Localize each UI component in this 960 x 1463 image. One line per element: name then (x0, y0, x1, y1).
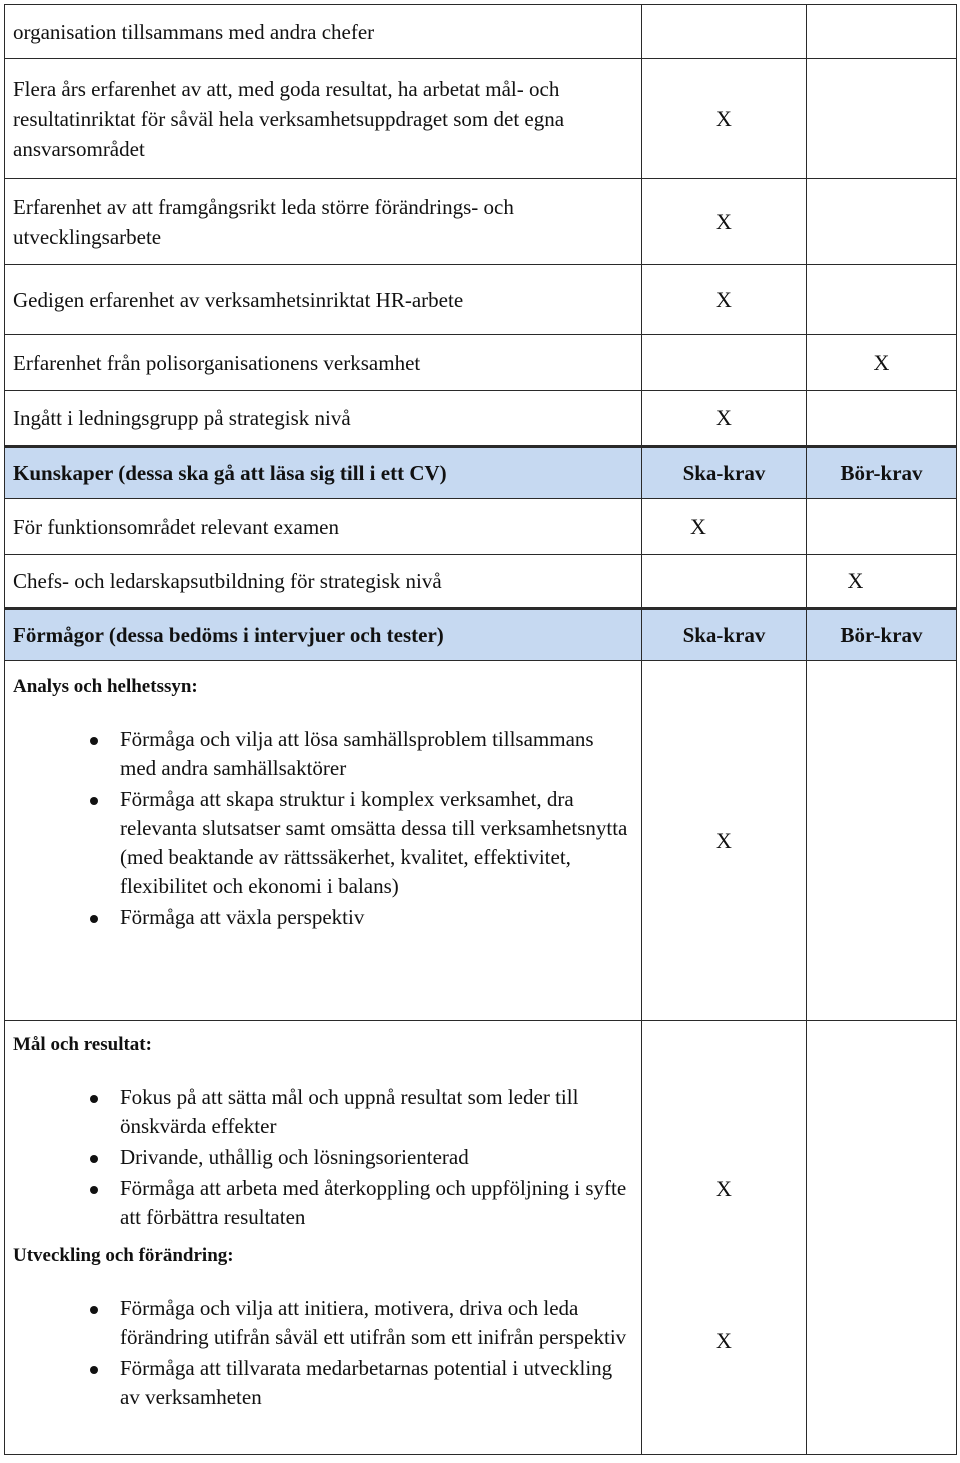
bor-cell (807, 265, 957, 335)
list-item: Fokus på att sätta mål och uppnå resultat som leder till önskvärda effekter (120, 1083, 631, 1141)
bor-cell (807, 661, 957, 1021)
ska-mark: X (716, 1328, 732, 1353)
ska-cell: X (642, 59, 807, 179)
section-header-kunskaper (5, 447, 957, 499)
bor-krav-header: Bör-krav (807, 447, 957, 499)
table-row (5, 391, 957, 447)
table-row (5, 179, 957, 265)
section-heading: Mål och resultat: (13, 1034, 152, 1055)
list-item: Förmåga att arbeta med återkoppling och uppföljning i syfte att förbättra resultaten (120, 1174, 631, 1232)
bor-krav-header: Bör-krav (807, 609, 957, 661)
bullet-list (13, 1083, 631, 1232)
table-row (5, 335, 957, 391)
list-item: Förmåga att växla perspektiv (120, 903, 631, 932)
bor-cell (807, 499, 957, 555)
section-title: Kunskaper (dessa ska gå att läsa sig till i ett CV) (5, 447, 642, 499)
ska-krav-header: Ska-krav (642, 447, 807, 499)
bor-cell (807, 5, 957, 59)
table-row (5, 59, 957, 179)
ska-cell: X (642, 499, 807, 555)
table-row (5, 5, 957, 59)
ska-cell (642, 1021, 807, 1455)
requirement-text: Ingått i ledningsgrupp på strategisk nivå (5, 391, 642, 447)
ska-cell (642, 335, 807, 391)
table-row (5, 265, 957, 335)
bor-cell: X (807, 335, 957, 391)
bor-cell (807, 1021, 957, 1455)
table-row (5, 1021, 957, 1455)
table-row (5, 555, 957, 609)
requirement-text: Erfarenhet av att framgångsrikt leda större förändrings- och utvecklingsarbete (5, 179, 642, 265)
requirement-text: Erfarenhet från polisorganisationens verksamhet (5, 335, 642, 391)
ska-cell (642, 555, 807, 609)
bor-cell (807, 391, 957, 447)
list-item: Förmåga och vilja att lösa samhällsproblem tillsammans med andra samhällsaktörer (120, 725, 631, 783)
bullet-list (13, 725, 631, 932)
ska-krav-header: Ska-krav (642, 609, 807, 661)
bor-cell (807, 59, 957, 179)
section-heading: Utveckling och förändring: (13, 1245, 234, 1266)
list-item: Drivande, uthållig och lösningsorienterad (120, 1143, 631, 1172)
ska-cell: X (642, 661, 807, 1021)
requirements-table (4, 4, 957, 1455)
ska-cell: X (642, 391, 807, 447)
ska-cell: X (642, 265, 807, 335)
ska-cell (642, 5, 807, 59)
bullet-list (13, 1294, 631, 1412)
section-title: Förmågor (dessa bedöms i intervjuer och tester) (5, 609, 642, 661)
requirement-text: organisation tillsammans med andra chefer (5, 5, 642, 59)
table-row (5, 499, 957, 555)
bor-cell (807, 179, 957, 265)
ska-cell: X (642, 179, 807, 265)
analys-section (5, 661, 642, 1021)
mal-utveckling-section (5, 1021, 642, 1455)
requirement-text: För funktionsområdet relevant examen (5, 499, 642, 555)
ska-mark: X (716, 1176, 732, 1201)
requirement-text: Flera års erfarenhet av att, med goda resultat, ha arbetat mål- och resultatinriktat för såväl hela verksamhetsuppdraget som det egna ansvarsområdet (5, 59, 642, 179)
section-heading: Analys och helhetssyn: (13, 676, 198, 697)
list-item: Förmåga att skapa struktur i komplex verksamhet, dra relevanta slutsatser samt omsätta dessa till verksamhetsnytta (med beaktande av rättssäkerhet, kvalitet, effektivitet, flexibilitet och ekonomi i balans) (120, 785, 631, 901)
bor-cell: X (807, 555, 957, 609)
list-item: Förmåga att tillvarata medarbetarnas potential i utveckling av verksamheten (120, 1354, 631, 1412)
table-row (5, 661, 957, 1021)
requirement-text: Gedigen erfarenhet av verksamhetsinriktat HR-arbete (5, 265, 642, 335)
requirement-text: Chefs- och ledarskapsutbildning för strategisk nivå (5, 555, 642, 609)
list-item: Förmåga och vilja att initiera, motivera, driva och leda förändring utifrån såväl ett utifrån som ett inifrån perspektiv (120, 1294, 631, 1352)
section-header-formagor (5, 609, 957, 661)
